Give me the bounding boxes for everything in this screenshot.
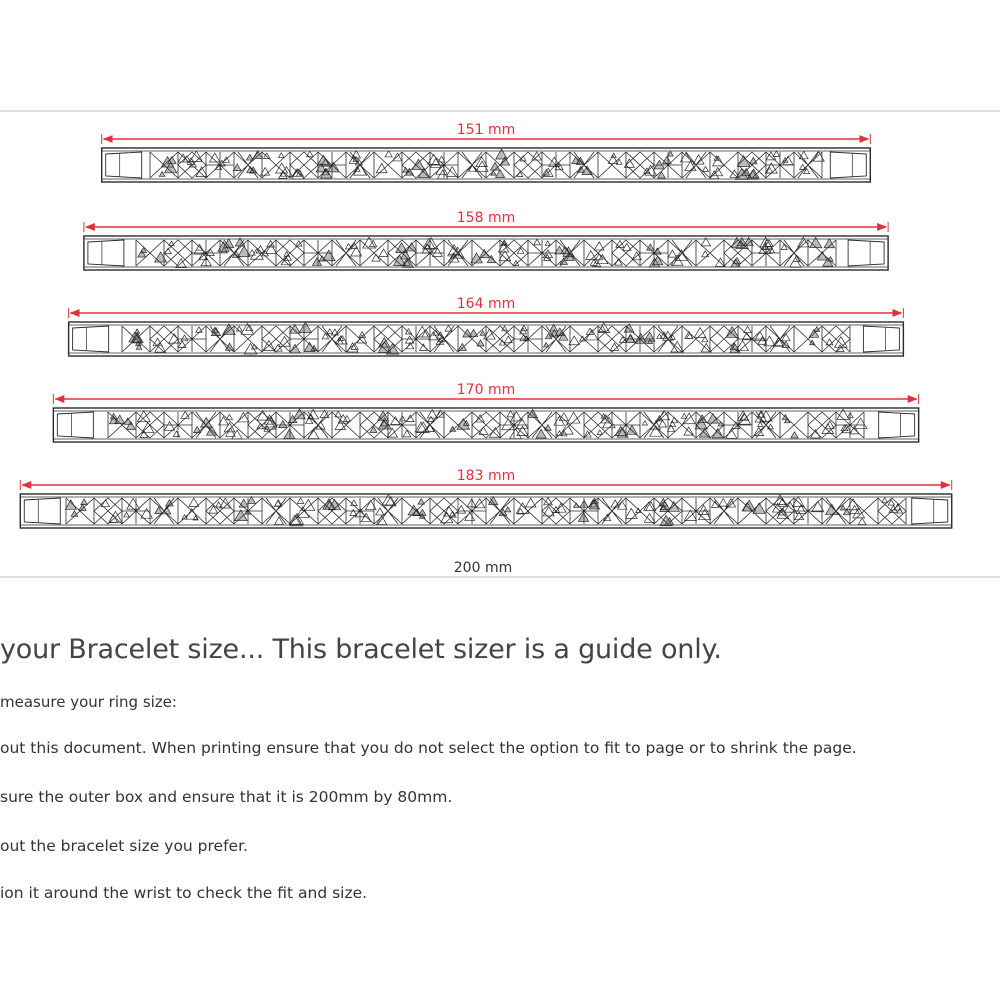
bracelet-length-label: 170 mm: [456, 382, 516, 398]
bracelets: [20, 122, 951, 528]
lattice-pattern: [136, 237, 836, 268]
clasp-left: [73, 326, 109, 352]
instruction-step-3: out the bracelet size you prefer.: [0, 837, 248, 855]
bracelet-4: [53, 382, 918, 442]
lattice-pattern: [122, 322, 850, 354]
bracelet-2: [84, 210, 888, 270]
instructions-intro: measure your ring size:: [0, 693, 177, 711]
instruction-step-1: out this document. When printing ensure that you do not select the option to fit to page or to shrink the page.: [0, 739, 857, 757]
bracelet-length-label: 183 mm: [456, 468, 516, 484]
clasp-right: [848, 240, 884, 266]
instruction-step-4: ion it around the wrist to check the fit and size.: [0, 884, 368, 902]
lattice-pattern: [108, 409, 867, 439]
outer-box-label: 200 mm: [453, 560, 513, 576]
clasp-right: [912, 498, 948, 524]
clasp-right: [879, 412, 915, 438]
clasp-right: [830, 152, 866, 178]
clasp-left: [88, 240, 124, 266]
bracelet-length-label: 158 mm: [456, 210, 516, 226]
bracelet-length-label: 164 mm: [456, 296, 516, 312]
clasp-right: [863, 326, 899, 352]
bracelet-1: [102, 122, 871, 182]
bracelet-5: [20, 468, 951, 528]
lattice-pattern: [65, 494, 906, 525]
bracelet-length-label: 151 mm: [456, 122, 516, 138]
lattice-pattern: [150, 149, 824, 179]
instructions-heading: your Bracelet size... This bracelet sizer is a guide only.: [0, 634, 722, 665]
clasp-left: [57, 412, 93, 438]
clasp-left: [24, 498, 60, 524]
clasp-left: [106, 152, 142, 178]
bracelet-3: [69, 296, 904, 356]
instruction-step-2: sure the outer box and ensure that it is 200mm by 80mm.: [0, 788, 453, 806]
